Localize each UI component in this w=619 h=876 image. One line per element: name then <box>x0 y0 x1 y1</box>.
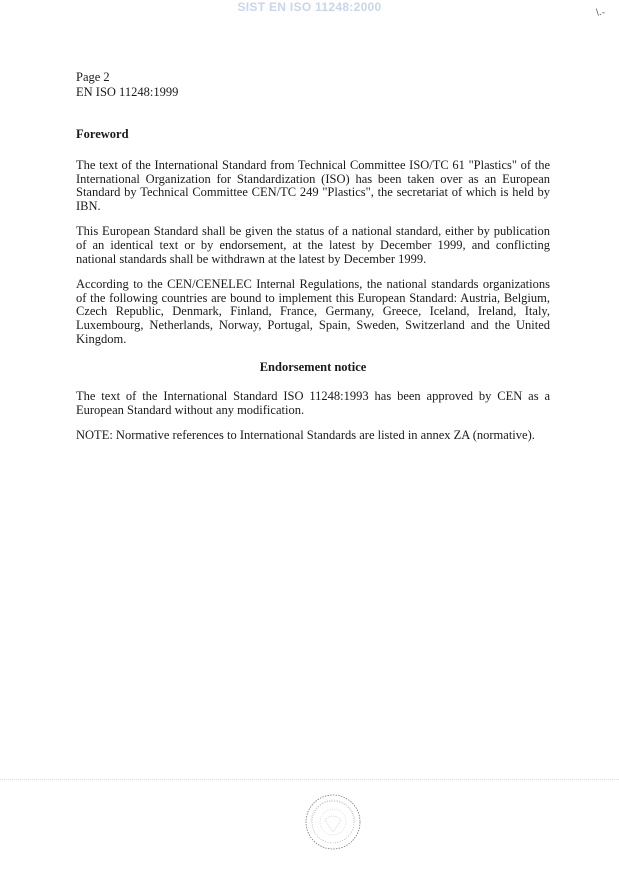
foreword-heading: Foreword <box>76 127 129 141</box>
page-number: Page 2 <box>76 70 110 84</box>
corner-mark: \.- <box>595 8 605 18</box>
stamp-seal-icon <box>303 792 363 852</box>
endorsement-text: The text of the International Standard ISO 11248:1993 has been approved by CEN as a European Standard without any modification. <box>76 389 550 417</box>
document-page <box>76 70 550 443</box>
endorsement-note: NOTE: Normative references to International Standards are listed in annex ZA (normative). <box>76 428 535 443</box>
standard-reference: EN ISO 11248:1999 <box>76 85 179 99</box>
watermark: SIST EN ISO 11248:2000 <box>237 0 382 14</box>
scan-divider <box>0 779 619 780</box>
foreword-paragraph-2: This European Standard shall be given the status of a national standard, either by publication of an identical text or by endorsement, at the latest by December 1999, and conflicting national standards shall be withdrawn at the latest by December 1999. <box>76 224 550 266</box>
foreword-paragraph-3: According to the CEN/CENELEC Internal Regulations, the national standards organizations of the following countries are bound to implement this European Standard: Austria, Belgium, Czech Republic, Denmark, Finland, France, Germany, Greece, Iceland, Ireland, Italy, Luxembourg, Netherlands, Norway, Portugal, Spain, Sweden, Switzerland and the United Kingdom. <box>76 277 550 346</box>
foreword-paragraph-1: The text of the International Standard from Technical Committee ISO/TC 61 "Plastics" of the International Organization for Standardization (ISO) has been taken over as an European Standard by Technical Committee CEN/TC 249 "Plastics", the secretariat of which is held by IBN. <box>76 158 550 213</box>
endorsement-heading: Endorsement notice <box>259 360 367 375</box>
